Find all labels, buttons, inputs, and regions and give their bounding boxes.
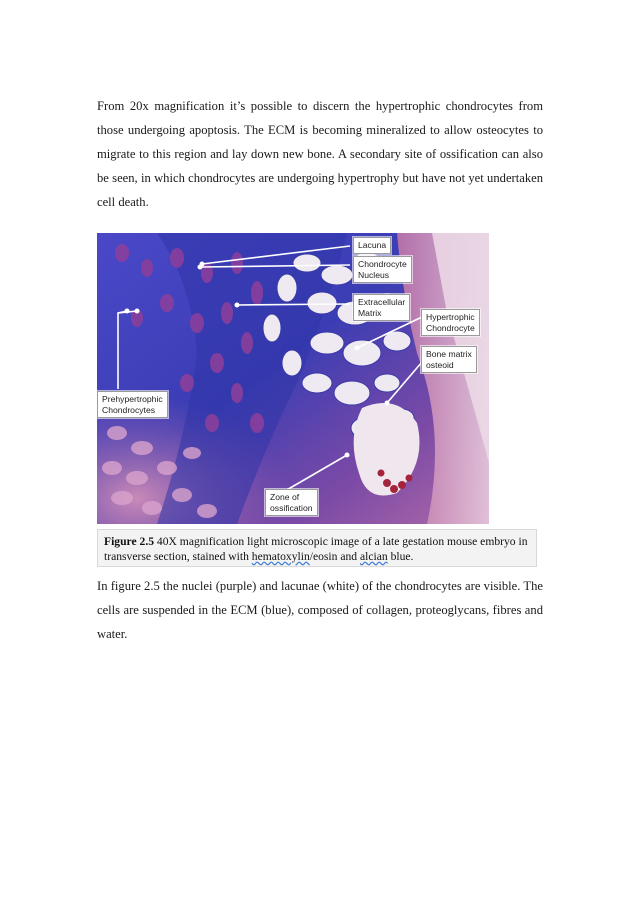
- caption-text-b: /eosin and: [309, 550, 360, 563]
- paragraph-figure-description: In figure 2.5 the nuclei (purple) and lacunae (white) of the chondrocytes are visible. The cells are suspended in the ECM (blue), composed of collagen, proteoglycans, fibres and water.: [97, 579, 543, 641]
- label-zone-of-ossification: Zone of ossification: [265, 489, 318, 516]
- label-bone-matrix-osteoid: Bone matrix osteoid: [421, 346, 477, 373]
- caption-text-c: blue.: [387, 550, 414, 563]
- micrograph-figure: [97, 233, 489, 524]
- caption-word-alcian: alcian: [359, 550, 388, 563]
- caption-word-hematoxylin: hematoxylin: [251, 550, 310, 563]
- label-prehypertrophic-chondrocytes: Prehypertrophic Chondrocytes: [97, 391, 168, 418]
- paragraph-intro: From 20x magnification it’s possible to discern the hypertrophic chondrocytes from those undergoing apoptosis. The ECM is becoming mineralized to allow osteocytes to migrate to this region and lay down new bone. A secondary site of ossification can also be seen, in which chondrocytes are undergoing hypertrophy but have not yet undertaken cell death.: [97, 99, 543, 209]
- label-hypertrophic-chondrocyte: Hypertrophic Chondrocyte: [421, 309, 480, 336]
- label-chondrocyte-nucleus: Chondrocyte Nucleus: [353, 256, 412, 283]
- label-lacuna: Lacuna: [353, 237, 391, 254]
- micrograph-image: [97, 233, 489, 524]
- figure-caption: [97, 529, 537, 567]
- caption-text-a: 40X magnification light microscopic image of a late gestation mouse embryo in transverse section, stained with: [104, 535, 528, 563]
- caption-figure-number: Figure 2.5: [104, 535, 155, 548]
- label-extracellular-matrix: Extracellular Matrix: [353, 294, 410, 321]
